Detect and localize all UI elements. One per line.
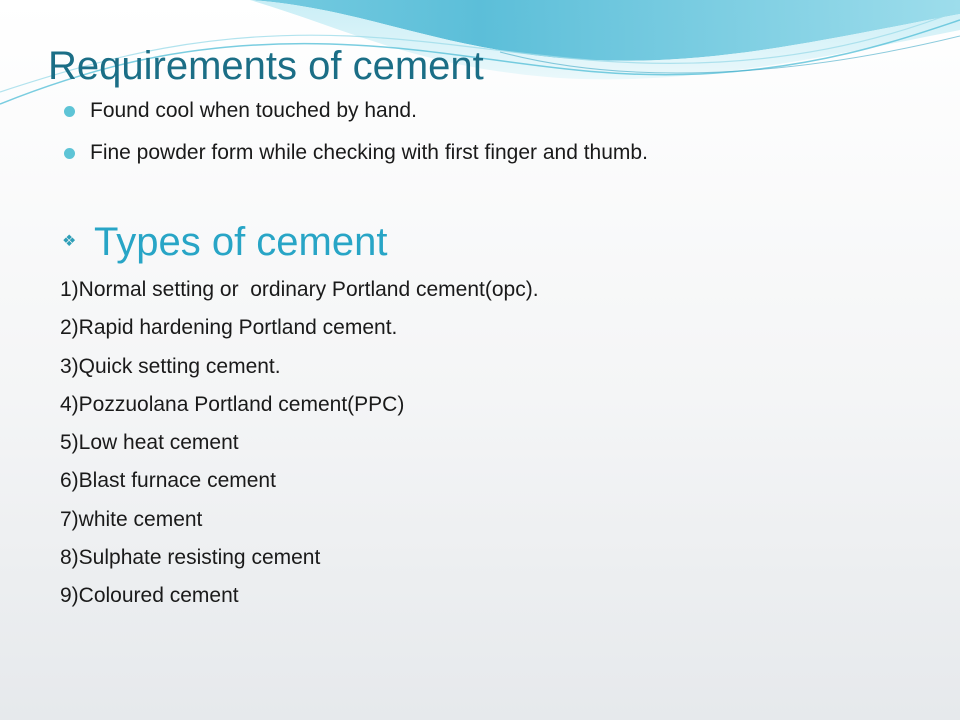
cement-type-item: 2)Rapid hardening Portland cement.	[60, 316, 398, 340]
cement-types-list	[60, 274, 539, 619]
bullet-dot-icon	[64, 148, 75, 159]
requirements-list	[64, 96, 648, 180]
types-heading-text: Types of cement	[94, 220, 388, 264]
requirement-item	[64, 96, 648, 138]
cement-type-item: 8)Sulphate resisting cement	[60, 546, 321, 570]
cement-type-item: 6)Blast furnace cement	[60, 469, 276, 493]
diamond-bullet-icon: ❖	[62, 233, 77, 250]
cement-type-item: 4)Pozzuolana Portland cement(PPC)	[60, 392, 405, 416]
slide-title: Requirements of cement	[48, 44, 484, 88]
cement-type-item: 3)Quick setting cement.	[60, 354, 281, 378]
requirement-item	[64, 138, 648, 180]
cement-type-item: 5)Low heat cement	[60, 431, 239, 455]
cement-type-item: 7)white cement	[60, 507, 203, 531]
cement-type-item: 9)Coloured cement	[60, 584, 239, 608]
bullet-dot-icon	[64, 106, 75, 117]
requirement-text: Found cool when touched by hand.	[90, 99, 417, 122]
requirement-text: Fine powder form while checking with first finger and thumb.	[90, 141, 648, 164]
cement-type-item: 1)Normal setting or ordinary Portland cement(opc).	[60, 278, 539, 301]
